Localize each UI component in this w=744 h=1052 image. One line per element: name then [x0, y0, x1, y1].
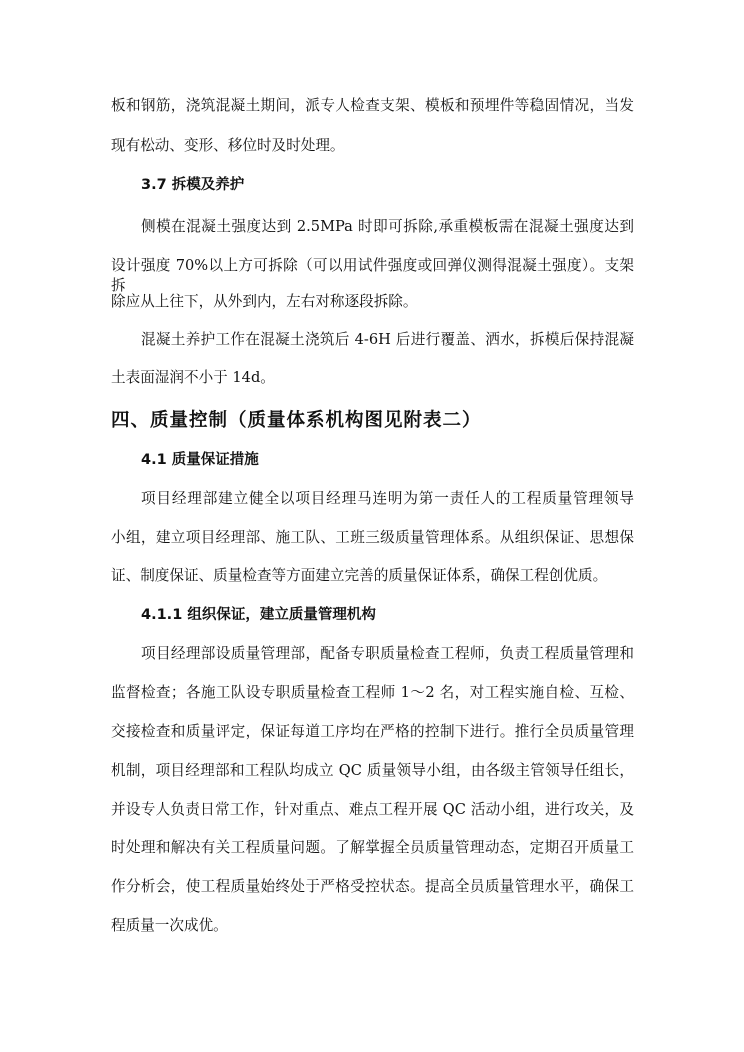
paragraph-line: 时处理和解决有关工程质量问题。了解掌握全员质量管理动态，定期召开质量工: [111, 839, 634, 856]
section-heading-4-1-1: 4.1.1 组织保证，建立质量管理机构: [141, 607, 376, 623]
paragraph-line: 交接检查和质量评定，保证每道工序均在严格的控制下进行。推行全员质量管理: [111, 723, 634, 740]
paragraph-line: 土表面湿润不小于 14d。: [111, 369, 275, 386]
paragraph-line: 除应从上往下，从外到内，左右对称逐段拆除。: [111, 293, 418, 310]
paragraph-line: 小组，建立项目经理部、施工队、工班三级质量管理体系。从组织保证、思想保: [111, 529, 634, 546]
section-heading-4-1: 4.1 质量保证措施: [141, 452, 259, 468]
paragraph-line: 作分析会，使工程质量始终处于严格受控状态。提高全员质量管理水平，确保工: [111, 878, 634, 895]
paragraph-line: 并设专人负责日常工作，针对重点、难点工程开展 QC 活动小组，进行攻关，及: [111, 801, 634, 818]
paragraph-line: 板和钢筋，浇筑混凝土期间，派专人检查支架、模板和预埋件等稳固情况，当发: [111, 97, 634, 114]
paragraph-line: 监督检查；各施工队设专职质量检查工程师 1～2 名，对工程实施自检、互检、: [111, 684, 634, 701]
section-heading-3-7: 3.7 拆模及养护: [141, 177, 245, 193]
paragraph-line: 侧模在混凝土强度达到 2.5MPa 时即可拆除,承重模板需在混凝土强度达到: [141, 218, 634, 235]
paragraph-line: 现有松动、变形、移位时及时处理。: [111, 137, 345, 154]
paragraph-line: 项目经理部设质量管理部，配备专职质量检查工程师，负责工程质量管理和: [141, 645, 634, 662]
paragraph-line: 机制，项目经理部和工程队均成立 QC 质量领导小组，由各级主管领导任组长，: [111, 762, 634, 779]
paragraph-line: 混凝土养护工作在混凝土浇筑后 4-6H 后进行覆盖、洒水，拆模后保持混凝: [141, 331, 634, 348]
paragraph-line: 项目经理部建立健全以项目经理马连明为第一责任人的工程质量管理领导: [141, 490, 634, 507]
paragraph-line: 证、制度保证、质量检查等方面建立完善的质量保证体系，确保工程创优质。: [111, 567, 608, 584]
chapter-heading-4: 四、质量控制（质量体系机构图见附表二）: [111, 410, 482, 431]
paragraph-line: 设计强度 70%以上方可拆除（可以用试件强度或回弹仪测得混凝土强度）。支架拆: [111, 257, 634, 294]
paragraph-line: 程质量一次成优。: [111, 917, 228, 934]
